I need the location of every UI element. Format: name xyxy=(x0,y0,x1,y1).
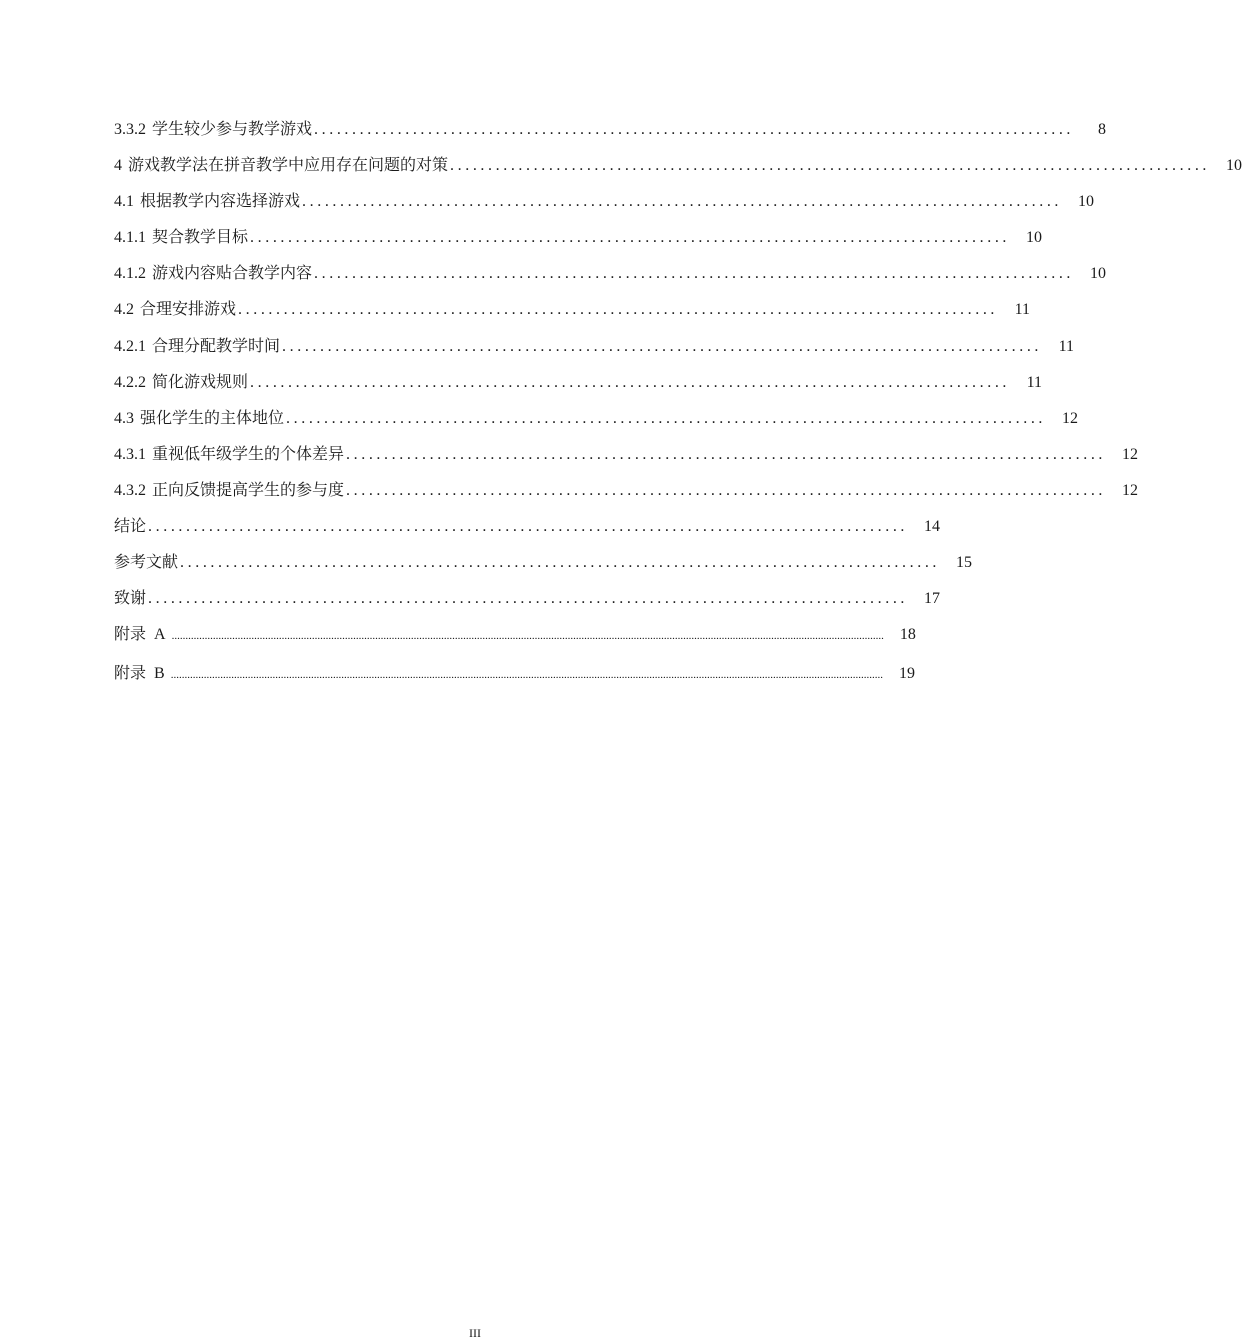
dot-leader: .................................................................................................... xyxy=(346,481,1107,499)
toc-entry[interactable] xyxy=(114,373,1043,409)
toc-entry-title: 正向反馈提高学生的参与度 xyxy=(152,481,345,499)
toc-entry[interactable] xyxy=(114,553,973,589)
toc-entry-number: 4.3.1 xyxy=(114,445,146,463)
toc-entry-page: 10 xyxy=(1078,193,1095,211)
toc-entry[interactable] xyxy=(114,120,1107,156)
toc-entry-page: 12 xyxy=(1062,409,1079,427)
toc-entry[interactable] xyxy=(114,625,916,664)
dot-leader: .................................................................................................... xyxy=(250,373,1011,391)
toc-entry-title: 参考文献 xyxy=(114,554,179,572)
page-number: III xyxy=(469,1326,481,1340)
toc-entry-title: 学生较少参与教学游戏 xyxy=(152,121,313,138)
dot-leader: .................................................................................................... xyxy=(314,265,1075,283)
toc-entry-title: 简化游戏规则 xyxy=(152,373,249,391)
toc-entry-number: 3.3.2 xyxy=(114,121,146,138)
toc-entry-page: 11 xyxy=(1058,337,1075,355)
toc-entry-page: 11 xyxy=(1026,373,1043,391)
dot-leader: .................................................................................................... xyxy=(346,445,1107,463)
dot-leader: ................................................................................................................................................................................................................................................................... xyxy=(171,630,884,643)
toc-entry-number: 4.3.2 xyxy=(114,481,146,499)
dot-leader: .................................................................................................... xyxy=(314,121,1075,138)
toc-entry-title: 附录 B xyxy=(114,664,165,682)
toc-entry[interactable] xyxy=(114,589,941,625)
toc-entry-number: 4.3 xyxy=(114,409,134,427)
toc-entry-number: 4.1.2 xyxy=(114,265,146,283)
toc-entry-title: 结论 xyxy=(114,518,147,536)
toc-entry-number: 4.1 xyxy=(114,193,134,211)
toc-entry-page: 12 xyxy=(1122,445,1139,463)
toc-entry[interactable] xyxy=(114,445,1139,481)
toc-entry-page: 11 xyxy=(1014,301,1031,319)
dot-leader: .................................................................................................... xyxy=(282,337,1043,355)
toc-entry-page: 17 xyxy=(924,590,941,608)
toc-entry-page: 8 xyxy=(1098,121,1107,138)
toc-entry-title: 根据教学内容选择游戏 xyxy=(140,193,301,211)
dot-leader: .................................................................................................... xyxy=(302,193,1063,211)
toc-entry[interactable] xyxy=(114,517,941,553)
toc-entry-number: 4.2 xyxy=(114,301,134,319)
toc-entry-page: 15 xyxy=(956,554,973,572)
toc-entry[interactable] xyxy=(114,192,1095,228)
dot-leader: ................................................................................................................................................................................................................................................................... xyxy=(170,668,883,681)
dot-leader: .................................................................................................... xyxy=(450,157,1211,175)
toc-entry-page: 18 xyxy=(899,626,916,644)
toc-entry-page: 10 xyxy=(1026,229,1043,247)
toc-entry-title: 重视低年级学生的个体差异 xyxy=(152,445,345,463)
dot-leader: .................................................................................................... xyxy=(250,229,1011,247)
dot-leader: .................................................................................................... xyxy=(148,518,909,536)
toc-entry[interactable] xyxy=(114,337,1075,373)
toc-entry-page: 19 xyxy=(898,664,915,682)
table-of-contents xyxy=(114,120,1242,702)
dot-leader: .................................................................................................... xyxy=(286,409,1047,427)
dot-leader: .................................................................................................... xyxy=(180,554,941,572)
toc-entry-page: 12 xyxy=(1122,481,1139,499)
toc-entry-title: 合理安排游戏 xyxy=(140,301,237,319)
dot-leader: .................................................................................................... xyxy=(238,301,999,319)
toc-entry[interactable] xyxy=(114,409,1079,445)
toc-entry[interactable] xyxy=(114,264,1107,300)
toc-entry[interactable] xyxy=(114,664,915,703)
toc-entry-page: 14 xyxy=(924,518,941,536)
toc-entry[interactable] xyxy=(114,228,1043,264)
toc-entry-title: 游戏教学法在拼音教学中应用存在问题的对策 xyxy=(128,157,449,175)
toc-entry-title: 强化学生的主体地位 xyxy=(140,409,285,427)
toc-entry-page: 10 xyxy=(1226,157,1242,175)
toc-entry-title: 附录 A xyxy=(114,626,166,644)
toc-entry[interactable] xyxy=(114,156,1242,192)
toc-entry-number: 4 xyxy=(114,157,122,175)
toc-entry[interactable] xyxy=(114,481,1139,517)
toc-entry-title: 致谢 xyxy=(114,590,147,608)
toc-entry-title: 合理分配教学时间 xyxy=(152,337,281,355)
toc-entry-title: 游戏内容贴合教学内容 xyxy=(152,265,313,283)
toc-entry-number: 4.2.1 xyxy=(114,337,146,355)
toc-entry-title: 契合教学目标 xyxy=(152,229,249,247)
toc-entry[interactable] xyxy=(114,300,1031,336)
toc-entry-number: 4.2.2 xyxy=(114,373,146,391)
dot-leader: .................................................................................................... xyxy=(148,590,909,608)
toc-entry-page: 10 xyxy=(1090,265,1107,283)
toc-entry-number: 4.1.1 xyxy=(114,229,146,247)
